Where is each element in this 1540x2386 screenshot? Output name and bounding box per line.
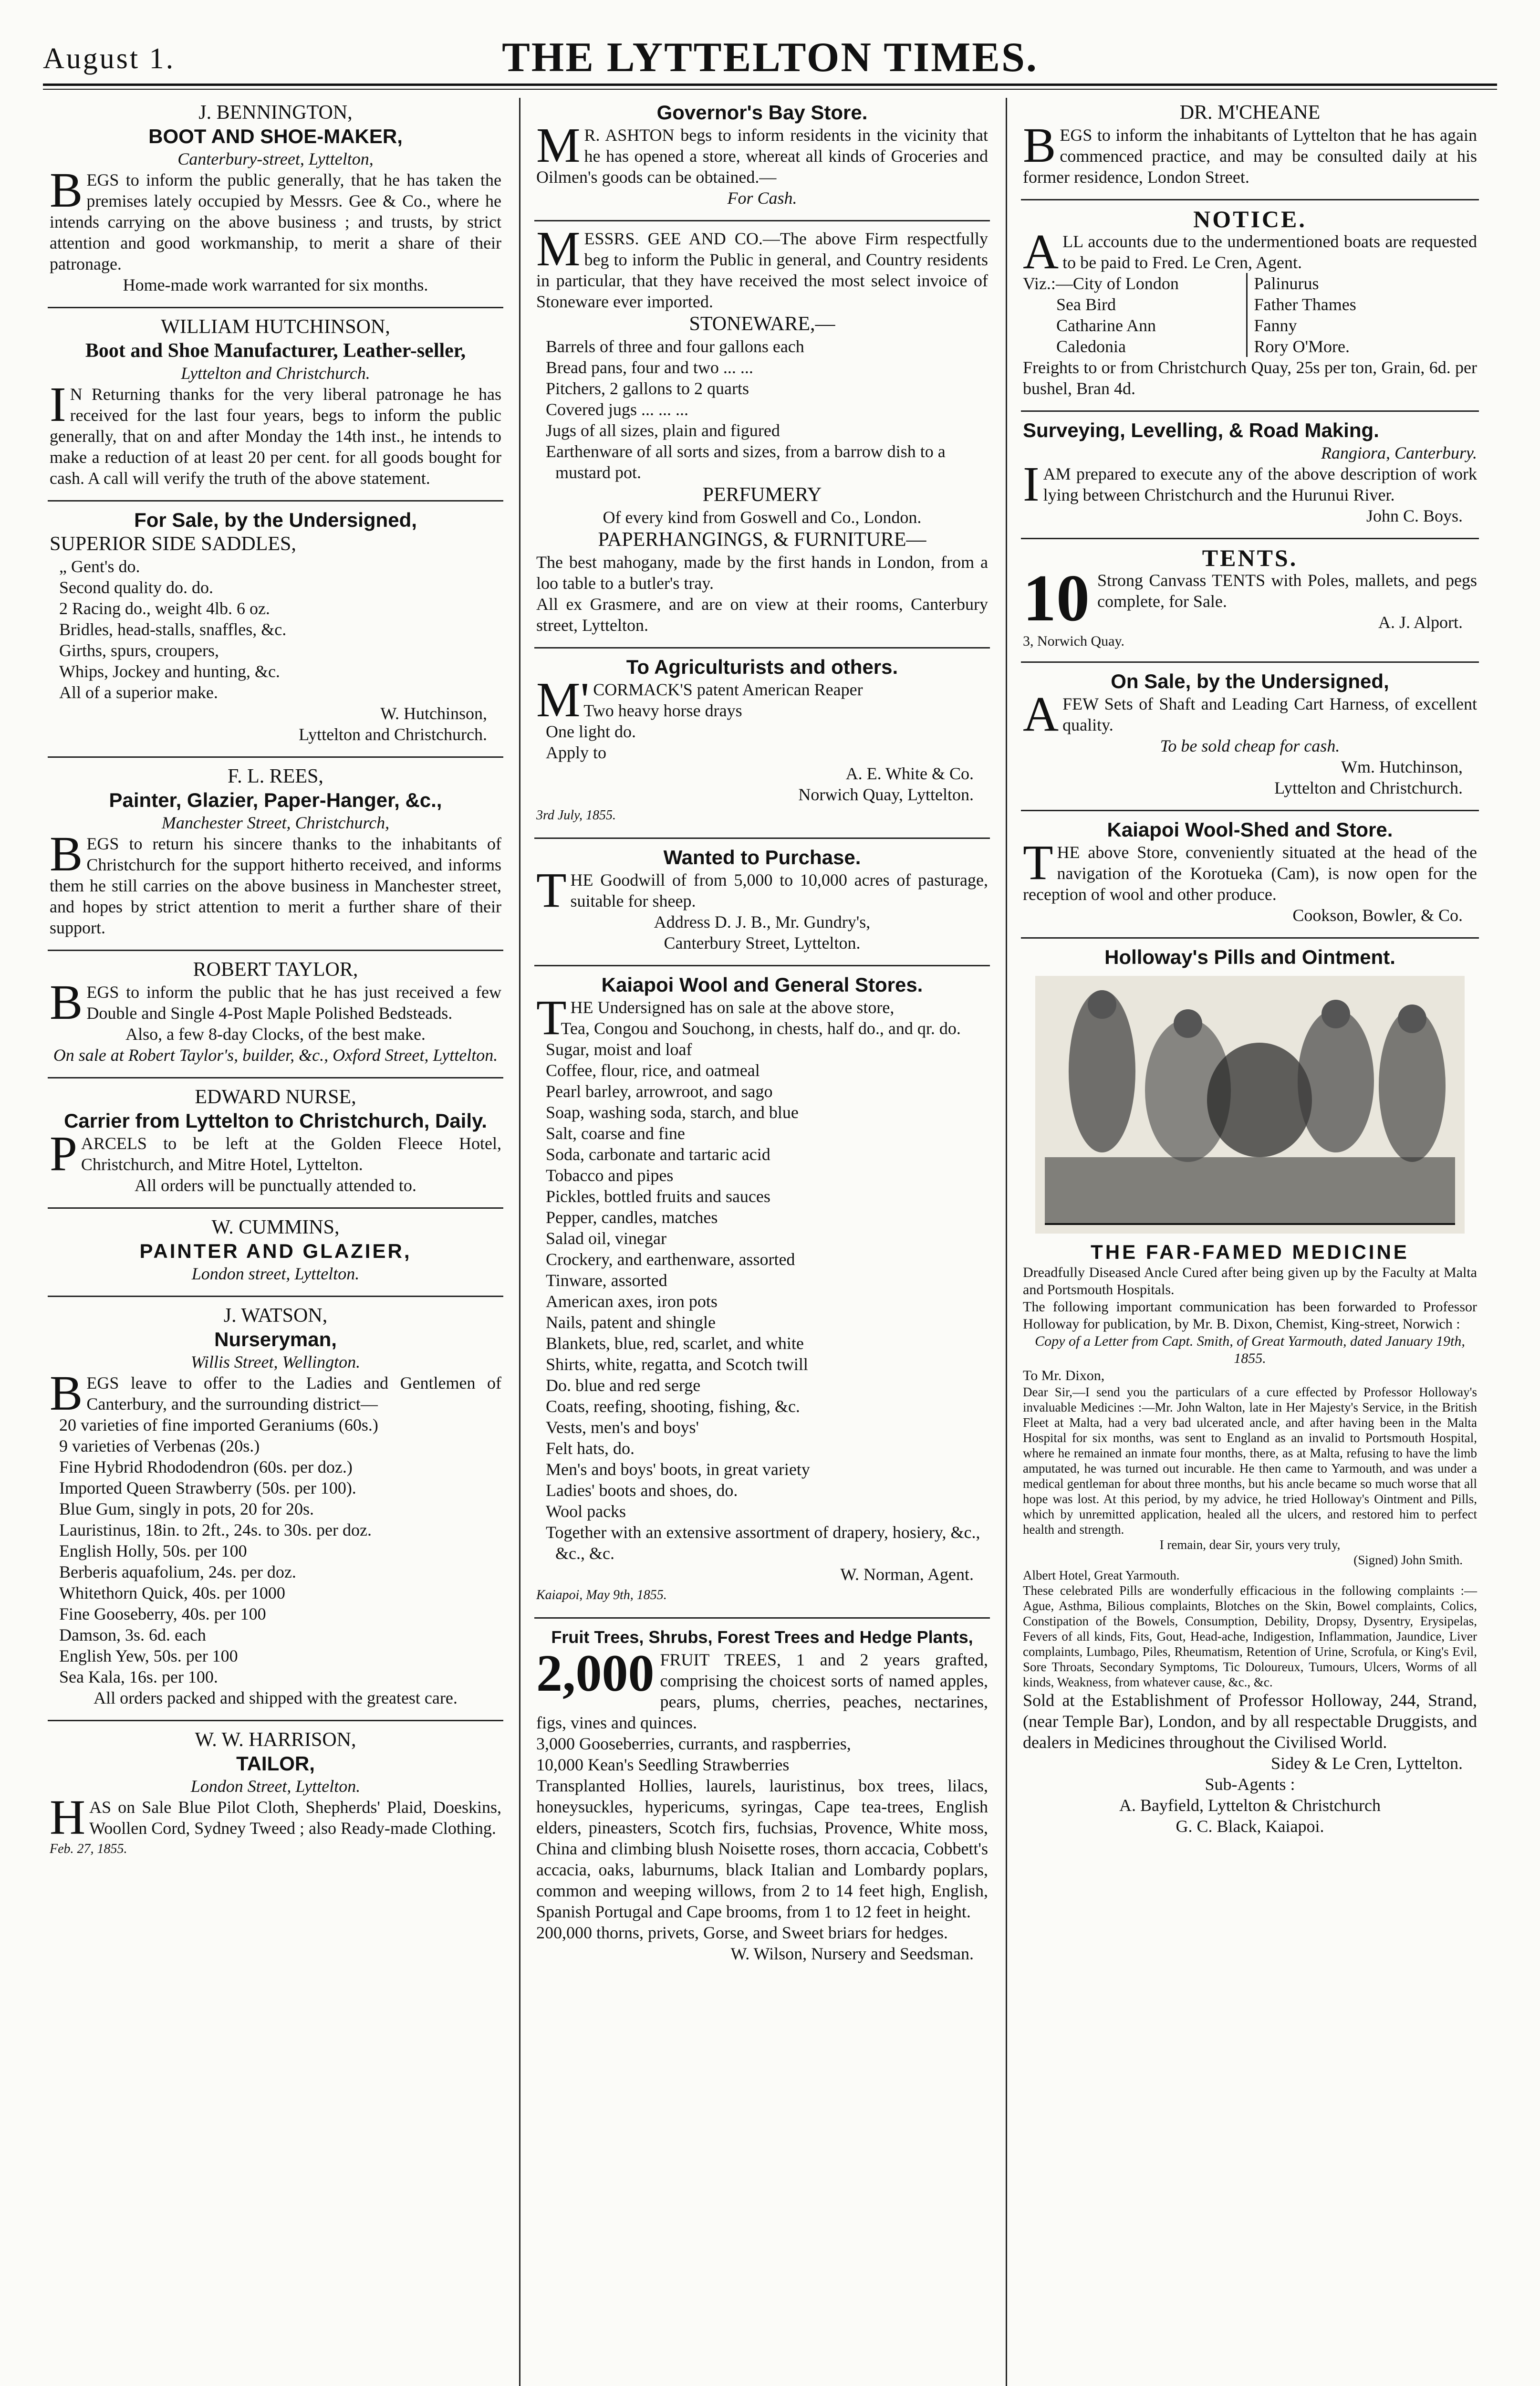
divider bbox=[534, 220, 990, 221]
ad-signature: W. Norman, Agent. bbox=[840, 1565, 974, 1584]
ad-line: The following important communication has been forwarded to Professor Holloway for publication, by Mr. B. Dixon, Chemist, King-street, Norwich : bbox=[1023, 1299, 1477, 1332]
ad-name: F. L. REES, bbox=[228, 765, 323, 787]
ad-footer: All orders packed and shipped with the greatest care. bbox=[94, 1688, 458, 1707]
list-item: Crockery, and earthenware, assorted bbox=[546, 1250, 795, 1269]
list-item: Coffee, flour, rice, and oatmeal bbox=[546, 1061, 760, 1080]
ad-body: AFEW Sets of Shaft and Leading Cart Harness, of excellent quality. bbox=[1023, 687, 1477, 742]
list-item: Felt hats, do. bbox=[546, 1439, 635, 1458]
ad-signature: A. E. White & Co. bbox=[845, 764, 974, 783]
ad-date: Kaiapoi, May 9th, 1855. bbox=[536, 1588, 667, 1602]
list-item: Ladies' boots and shoes, do. bbox=[546, 1481, 738, 1500]
ad-trade: PAINTER AND GLAZIER, bbox=[139, 1240, 412, 1262]
ad-taylor bbox=[48, 955, 503, 1073]
letter-body: Dear Sir,—I send you the particulars of a cure effected by Professor Holloway's invaluable Medicines :—Mr. John Walton, late in Her Majesty's Service, in the British Fleet at Malta, had a very bad ulcerated ancle, and after having been in the Malta Hospital for six months, was sent to England as an invalid to Portsmouth Hospital, where he remained an inmate four months, there, as at Malta, refusing to have the limb amputated, he was turned out incurable. He then came to Yarmouth, and was under a medical gentleman for about three months, but his ancle became so much worse that all hope was lost. At this period, by my advice, he tried Holloway's Ointment and Pills, which by unremitted application, healed all the ulcers, and restored him to perfect health and strength. bbox=[1023, 1385, 1477, 1537]
ad-name: J. WATSON, bbox=[223, 1305, 328, 1327]
ad-signature: W. Hutchinson, bbox=[380, 704, 487, 723]
list-item: Apply to bbox=[546, 743, 607, 762]
ad-address: Willis Street, Wellington. bbox=[190, 1352, 361, 1371]
ad-body: THE above Store, conveniently situated at the head of the navigation of the Korotueka (Cam), is now open for the reception of wool and other produce. bbox=[1023, 835, 1477, 904]
ad-body: Strong Canvass TENTS with Poles, mallets, and pegs complete, for Sale. bbox=[1097, 571, 1477, 611]
ad-fruit-trees bbox=[534, 1622, 990, 1972]
ad-address: Manchester Street, Christchurch, bbox=[161, 813, 390, 832]
ad-body: MESSRS. GEE AND CO.—The above Firm respectfully beg to inform the Public in general, and Country residents in particular, that they have received the most select invoice of Stoneware ever imported. bbox=[536, 221, 988, 311]
ad-footer: Home-made work warranted for six months. bbox=[123, 275, 428, 294]
ad-trade: Boot and Shoe Manufacturer, Leather-seller, bbox=[85, 340, 466, 362]
divider bbox=[534, 837, 990, 839]
list-item: Tinware, assorted bbox=[546, 1271, 667, 1290]
ad-footer: All orders will be punctually attended to. bbox=[135, 1176, 416, 1195]
ad-body: IAM prepared to execute any of the above description of work lying between Christchurch and the Hurunui River. bbox=[1023, 457, 1477, 512]
ad-name: J. BENNINGTON, bbox=[198, 102, 353, 124]
complaints-list: These celebrated Pills are wonderfully efficacious in the following complaints :— Ague, Asthma, Bilious complaints, Blotches on the Skin, Bowel complaints, Colics, Constipation of the Bowels, Consumption, Debility, Dropsy, Dysentry, Erysipelas, Fevers of all kinds, Fits, Gout, Head-ache, Indigestion, Inflammation, Jaundice, Liver complaints, Lumbago, Piles, Rheumatism, Retention of Urine, Scrofula, or King's Evil, Sore Throats, Secondary Symptoms, Tic Doloureux, Tumours, Ulcers, Worms of all kinds, Weakness, from whatever cause, &c., &c. bbox=[1023, 1583, 1477, 1689]
ad-nurse bbox=[48, 1082, 503, 1203]
list-item: Whips, Jockey and hunting, &c. bbox=[59, 662, 280, 681]
list-item: Sugar, moist and loaf bbox=[546, 1040, 692, 1059]
ad-body: ALL accounts due to the undermentioned boats are requested to be paid to Fred. Le Cren, Agent. bbox=[1023, 224, 1477, 279]
list-item: Tea, Congou and Souchong, in chests, half do., and qr. do. bbox=[561, 1019, 961, 1038]
list-item: Catharine Ann bbox=[1056, 316, 1156, 335]
ad-mcheane bbox=[1021, 98, 1479, 195]
list-item: English Holly, 50s. per 100 bbox=[59, 1541, 247, 1560]
ad-heading: Fruit Trees, Shrubs, Forest Trees and Hedge Plants, bbox=[551, 1627, 973, 1647]
list-item: Damson, 3s. 6d. each bbox=[59, 1625, 206, 1644]
ad-heading: Kaiapoi Wool and General Stores. bbox=[601, 973, 923, 996]
ad-body: BEGS to inform the public that he has just received a few Double and Single 4-Post Maple Polished Bedsteads. bbox=[50, 975, 501, 1030]
big-number: 10 bbox=[1023, 561, 1090, 635]
ad-body: THE Goodwill of from 5,000 to 10,000 acres of pasturage, suitable for sheep. bbox=[536, 863, 988, 918]
ad-signature: Lyttelton and Christchurch. bbox=[1274, 778, 1463, 797]
ad-saddles bbox=[48, 505, 503, 753]
ad-body: FRUIT TREES, 1 and 2 years grafted, comprising the choicest sorts of named apples, pears, plums, cherries, peaches, nectarines, figs, vines and quinces. bbox=[536, 1650, 988, 1732]
divider bbox=[48, 950, 503, 951]
ad-line: G. C. Black, Kaiapoi. bbox=[1176, 1817, 1324, 1836]
list-item: Men's and boys' boots, in great variety bbox=[546, 1460, 810, 1479]
ad-line: Sub-Agents : bbox=[1205, 1775, 1295, 1794]
ad-heading: Wanted to Purchase. bbox=[663, 846, 861, 869]
list-item: Covered jugs ... ... ... bbox=[546, 400, 688, 419]
ad-holloway bbox=[1021, 942, 1479, 1844]
list-item: Pearl barley, arrowroot, and sago bbox=[546, 1082, 773, 1101]
masthead-rule-thin bbox=[43, 89, 1497, 90]
ad-name: DR. M'CHEANE bbox=[1179, 102, 1321, 124]
ad-address: Rangiora, Canterbury. bbox=[1321, 443, 1477, 462]
list-item: Bread pans, four and two ... ... bbox=[546, 358, 753, 377]
divider bbox=[1021, 410, 1479, 412]
list-item: Shirts, white, regatta, and Scotch twill bbox=[546, 1355, 808, 1374]
ad-heading: TENTS. bbox=[1202, 544, 1298, 571]
ad-body: HAS on Sale Blue Pilot Cloth, Shepherds' Plaid, Doeskins, Woollen Cord, Sydney Tweed ; also Ready-made Clothing. bbox=[50, 1790, 501, 1845]
column-1 bbox=[48, 98, 503, 2386]
ad-trade: BOOT AND SHOE-MAKER, bbox=[148, 125, 403, 147]
ad-body: IN Returning thanks for the very liberal patronage he has received for the last four years, begs to inform the public generally, that on and after Monday the 14th inst., he intends to make a reduction of at least 20 per cent. for all goods bought for cash. A call will verify the truth of the above statement. bbox=[50, 377, 501, 488]
ad-body: Sold at the Establishment of Professor Holloway, 244, Strand, (near Temple Bar), London, and by all respectable Druggists, and dealers in Medicines throughout the Civilised World. bbox=[1023, 1691, 1477, 1752]
ad-address: Canterbury-street, Lyttelton, bbox=[177, 149, 374, 168]
ad-name: WILLIAM HUTCHINSON, bbox=[161, 316, 390, 338]
list-item: Fanny bbox=[1254, 316, 1297, 335]
ad-line: Albert Hotel, Great Yarmouth. bbox=[1023, 1568, 1180, 1582]
ad-signature: Sidey & Le Cren, Lyttelton. bbox=[1271, 1754, 1463, 1773]
divider bbox=[1021, 661, 1479, 663]
ad-hutchinson bbox=[48, 312, 503, 496]
ad-date: Feb. 27, 1855. bbox=[50, 1842, 127, 1856]
ad-body: BEGS leave to offer to the Ladies and Gentlemen of Canterbury, and the surrounding district— bbox=[50, 1366, 501, 1421]
list-item: Girths, spurs, croupers, bbox=[59, 641, 219, 660]
list-item: Caledonia bbox=[1056, 337, 1126, 356]
ad-body: MR. ASHTON begs to inform residents in the vicinity that he has opened a store, whereat all kinds of Groceries and Oilmen's goods can be obtained.— bbox=[536, 118, 988, 187]
list-item: Soap, washing soda, starch, and blue bbox=[546, 1103, 799, 1122]
ad-title: SUPERIOR SIDE SADDLES, bbox=[50, 533, 296, 555]
list-item: Vests, men's and boys' bbox=[546, 1418, 699, 1437]
ad-governors-bay bbox=[534, 98, 990, 216]
ad-signature: A. J. Alport. bbox=[1378, 613, 1463, 632]
list-item: Jugs of all sizes, plain and figured bbox=[546, 421, 780, 440]
ad-subheading: STONEWARE,— bbox=[689, 313, 835, 335]
divider bbox=[534, 647, 990, 649]
ad-tents bbox=[1021, 543, 1479, 658]
list-item: Second quality do. do. bbox=[59, 578, 213, 597]
divider bbox=[534, 965, 990, 966]
list-item: Salad oil, vinegar bbox=[546, 1229, 666, 1248]
ad-date: 3rd July, 1855. bbox=[536, 808, 616, 823]
ad-name: W. W. HARRISON, bbox=[195, 1729, 356, 1751]
ad-signature: Norwich Quay, Lyttelton. bbox=[798, 785, 974, 804]
ad-trade: TAILOR, bbox=[236, 1752, 315, 1775]
list-item: Soda, carbonate and tartaric acid bbox=[546, 1145, 770, 1164]
ad-heading: Holloway's Pills and Ointment. bbox=[1104, 946, 1395, 968]
ad-heading: On Sale, by the Undersigned, bbox=[1111, 670, 1389, 692]
list-item: 20 varieties of fine imported Geraniums (60s.) bbox=[59, 1415, 378, 1434]
divider bbox=[48, 1077, 503, 1078]
ad-gee bbox=[534, 221, 990, 643]
list-item: „ Gent's do. bbox=[59, 557, 140, 576]
list-item: Pitchers, 2 gallons to 2 quarts bbox=[546, 379, 749, 398]
ad-body: THE Undersigned has on sale at the above store, bbox=[536, 990, 895, 1045]
list-item: Father Thames bbox=[1254, 295, 1356, 314]
list-item: Pickles, bottled fruits and sauces bbox=[546, 1187, 770, 1206]
list-item: Sea Kala, 16s. per 100. bbox=[59, 1667, 218, 1686]
column-3 bbox=[1021, 98, 1479, 2386]
ad-body: M'CORMACK'S patent American Reaper bbox=[536, 672, 863, 727]
divider bbox=[48, 1720, 503, 1721]
column-divider bbox=[519, 98, 520, 2386]
ad-kaiapoi-stores bbox=[534, 970, 990, 1613]
list-item: Blankets, blue, red, scarlet, and white bbox=[546, 1334, 804, 1353]
ad-line: To be sold cheap for cash. bbox=[1160, 736, 1340, 755]
ad-line: 10,000 Kean's Seedling Strawberries bbox=[536, 1755, 790, 1774]
ad-trade: Nurseryman, bbox=[214, 1328, 337, 1350]
list-item: Lauristinus, 18in. to 2ft., 24s. to 30s. per doz. bbox=[59, 1520, 372, 1539]
ad-line: Of every kind from Goswell and Co., London. bbox=[603, 508, 922, 527]
list-item: Do. blue and red serge bbox=[546, 1376, 701, 1395]
list-item: Palinurus bbox=[1254, 274, 1319, 293]
ad-surveying bbox=[1021, 416, 1479, 534]
list-item: Salt, coarse and fine bbox=[546, 1124, 685, 1143]
ad-line: Copy of a Letter from Capt. Smith, of Great Yarmouth, dated January 19th, 1855. bbox=[1035, 1333, 1465, 1366]
ad-line: A. Bayfield, Lyttelton & Christchurch bbox=[1119, 1796, 1381, 1815]
ad-address: Canterbury Street, Lyttelton. bbox=[664, 933, 861, 952]
masthead-rule bbox=[43, 84, 1497, 86]
list-item: American axes, iron pots bbox=[546, 1292, 718, 1311]
list-item: Tobacco and pipes bbox=[546, 1166, 674, 1185]
ad-line: The best mahogany, made by the first hands in London, from a loo table to a butler's tray. bbox=[536, 553, 988, 593]
ad-line: Dreadfully Diseased Ancle Cured after being given up by the Faculty at Malta and Portsmouth Hospitals. bbox=[1023, 1265, 1477, 1298]
ad-cummins bbox=[48, 1213, 503, 1292]
ad-body: Transplanted Hollies, laurels, lauristinus, box trees, lilacs, honeysuckles, hypericums, syringas, Cape tea-trees, English elders, pineasters, Scotch firs, fuchsias, Provence, White moss, China and climbing blush Noisette roses, thorn accacia, Cobbett's accacia, oaks, laburnums, black Italian and Lombardy poplars, common and weeping willows, from 2 to 14 feet high, English, Spanish Portugal and Cape brooms, from 1 to 12 feet in height. bbox=[536, 1776, 988, 1921]
ad-wanted bbox=[534, 843, 990, 961]
ad-trade: Carrier from Lyttelton to Christchurch, Daily. bbox=[64, 1109, 487, 1132]
ad-line: All ex Grasmere, and are on view at their rooms, Canterbury street, Lyttelton. bbox=[536, 595, 988, 635]
ad-body: BEGS to inform the public generally, that he has taken the premises lately occupied by Messrs. Gee & Co., where he intends carrying on the above business ; and trusts, by strict attention and good workmanship, to merit a share of their patronage. bbox=[50, 163, 501, 273]
list-item: Fine Hybrid Rhododendron (60s. per doz.) bbox=[59, 1457, 353, 1476]
divider bbox=[1021, 538, 1479, 539]
issue-date: August 1. bbox=[43, 42, 176, 75]
ad-heading: Surveying, Levelling, & Road Making. bbox=[1023, 419, 1379, 441]
ad-signature: W. Wilson, Nursery and Seedsman. bbox=[730, 1944, 974, 1963]
ad-footer: Freights to or from Christchurch Quay, 25s per ton, Grain, 6d. per bushel, Bran 4d. bbox=[1023, 358, 1477, 398]
list-item: Imported Queen Strawberry (50s. per 100). bbox=[59, 1478, 356, 1497]
boat-list bbox=[1023, 273, 1477, 357]
list-item: Viz.:—City of London bbox=[1023, 274, 1179, 293]
list-item: Together with an extensive assortment of drapery, hosiery, &c., &c., &c. bbox=[546, 1523, 980, 1563]
ad-line: Also, a few 8-day Clocks, of the best make. bbox=[125, 1025, 426, 1044]
list-item: Pepper, candles, matches bbox=[546, 1208, 718, 1227]
ad-body: BEGS to inform the inhabitants of Lyttelton that he has again commenced practice, and may be consulted daily at his former residence, London Street. bbox=[1023, 118, 1477, 187]
ad-address: London Street, Lyttelton. bbox=[190, 1777, 361, 1796]
list-item: Two heavy horse drays bbox=[583, 701, 742, 720]
list-item: All of a superior make. bbox=[59, 683, 218, 702]
ad-body: BEGS to return his sincere thanks to the inhabitants of Christchurch for the support hitherto received, and informs them he still carries on the above business in Manchester street, and hopes by strict attention to merit a further share of their support. bbox=[50, 827, 501, 937]
big-number: 2,000 bbox=[536, 1644, 655, 1702]
ad-name: ROBERT TAYLOR, bbox=[193, 959, 358, 981]
list-item: Berberis aquafolium, 24s. per doz. bbox=[59, 1562, 296, 1581]
ad-woolshed bbox=[1021, 815, 1479, 933]
ad-name: EDWARD NURSE, bbox=[195, 1086, 356, 1108]
list-item: Sea Bird bbox=[1056, 295, 1116, 314]
ad-heading: To Agriculturists and others. bbox=[626, 656, 898, 678]
ad-name: W. CUMMINS, bbox=[211, 1216, 340, 1238]
ad-address: 3, Norwich Quay. bbox=[1023, 633, 1125, 649]
ad-line: I remain, dear Sir, yours very truly, bbox=[1159, 1538, 1341, 1552]
list-item: Coats, reefing, shooting, fishing, &c. bbox=[546, 1397, 800, 1416]
divider bbox=[1021, 937, 1479, 939]
ad-harrison bbox=[48, 1725, 503, 1867]
list-item: 2 Racing do., weight 4lb. 6 oz. bbox=[59, 599, 270, 618]
ad-line: 3,000 Gooseberries, currants, and raspberries, bbox=[536, 1734, 851, 1753]
ad-address: Lyttelton and Christchurch. bbox=[181, 364, 370, 383]
ad-harness bbox=[1021, 667, 1479, 806]
ad-body: PARCELS to be left at the Golden Fleece Hotel, Christchurch, and Mitre Hotel, Lyttelton. bbox=[50, 1126, 501, 1181]
divider bbox=[48, 500, 503, 502]
list-item: Blue Gum, singly in pots, 20 for 20s. bbox=[59, 1499, 314, 1518]
ad-heading: NOTICE. bbox=[1193, 206, 1307, 232]
list-item: English Yew, 50s. per 100 bbox=[59, 1646, 238, 1665]
list-item: Nails, patent and shingle bbox=[546, 1313, 716, 1332]
list-item: 9 varieties of Verbenas (20s.) bbox=[59, 1436, 260, 1455]
ad-trade: Painter, Glazier, Paper-Hanger, &c., bbox=[109, 789, 442, 811]
ad-address: London street, Lyttelton. bbox=[191, 1264, 360, 1283]
list-item: Bridles, head-stalls, snaffles, &c. bbox=[59, 620, 287, 639]
column-2 bbox=[534, 98, 990, 2386]
engraving-illustration bbox=[1035, 976, 1465, 1234]
divider bbox=[1021, 199, 1479, 200]
ad-line: 200,000 thorns, privets, Gorse, and Sweet briars for hedges. bbox=[536, 1923, 948, 1942]
list-item: Whitethorn Quick, 40s. per 1000 bbox=[59, 1583, 285, 1602]
ad-footer: For Cash. bbox=[727, 188, 797, 208]
ad-subheading: THE FAR-FAMED MEDICINE bbox=[1091, 1241, 1409, 1263]
divider bbox=[48, 1296, 503, 1297]
divider bbox=[534, 1617, 990, 1619]
ad-bennington bbox=[48, 98, 503, 303]
ad-signature: John C. Boys. bbox=[1366, 506, 1463, 525]
ad-heading: Governor's Bay Store. bbox=[656, 101, 868, 124]
ad-agriculturists bbox=[534, 652, 990, 834]
ad-heading: Kaiapoi Wool-Shed and Store. bbox=[1107, 818, 1393, 841]
list-item: Barrels of three and four gallons each bbox=[546, 337, 804, 356]
list-item: Rory O'More. bbox=[1254, 337, 1350, 356]
ad-rees bbox=[48, 762, 503, 946]
newspaper-title: THE LYTTELTON TIMES. bbox=[502, 34, 1038, 81]
list-item: Fine Gooseberry, 40s. per 100 bbox=[59, 1604, 266, 1623]
divider bbox=[48, 307, 503, 308]
ad-subheading: PAPERHANGINGS, & FURNITURE— bbox=[598, 529, 926, 551]
divider bbox=[48, 756, 503, 758]
ad-signature: Cookson, Bowler, & Co. bbox=[1292, 906, 1463, 925]
divider bbox=[1021, 810, 1479, 811]
ad-signature: Lyttelton and Christchurch. bbox=[299, 725, 487, 744]
ad-watson bbox=[48, 1301, 503, 1716]
column-divider bbox=[1006, 98, 1007, 2386]
ad-address: Address D. J. B., Mr. Gundry's, bbox=[654, 912, 871, 931]
ad-footer: On sale at Robert Taylor's, builder, &c., Oxford Street, Lyttelton. bbox=[53, 1046, 498, 1065]
ad-line: To Mr. Dixon, bbox=[1023, 1368, 1105, 1383]
ad-subheading: PERFUMERY bbox=[702, 484, 822, 506]
list-item: Earthenware of all sorts and sizes, from a barrow dish to a mustard pot. bbox=[546, 442, 946, 482]
ad-signature: (Signed) John Smith. bbox=[1353, 1553, 1463, 1567]
masthead bbox=[43, 29, 1497, 86]
ad-heading: For Sale, by the Undersigned, bbox=[134, 509, 417, 531]
divider bbox=[48, 1207, 503, 1209]
ad-signature: Wm. Hutchinson, bbox=[1341, 757, 1463, 776]
list-item: Wool packs bbox=[546, 1502, 626, 1521]
list-item: One light do. bbox=[546, 722, 636, 741]
ad-notice bbox=[1021, 204, 1479, 407]
